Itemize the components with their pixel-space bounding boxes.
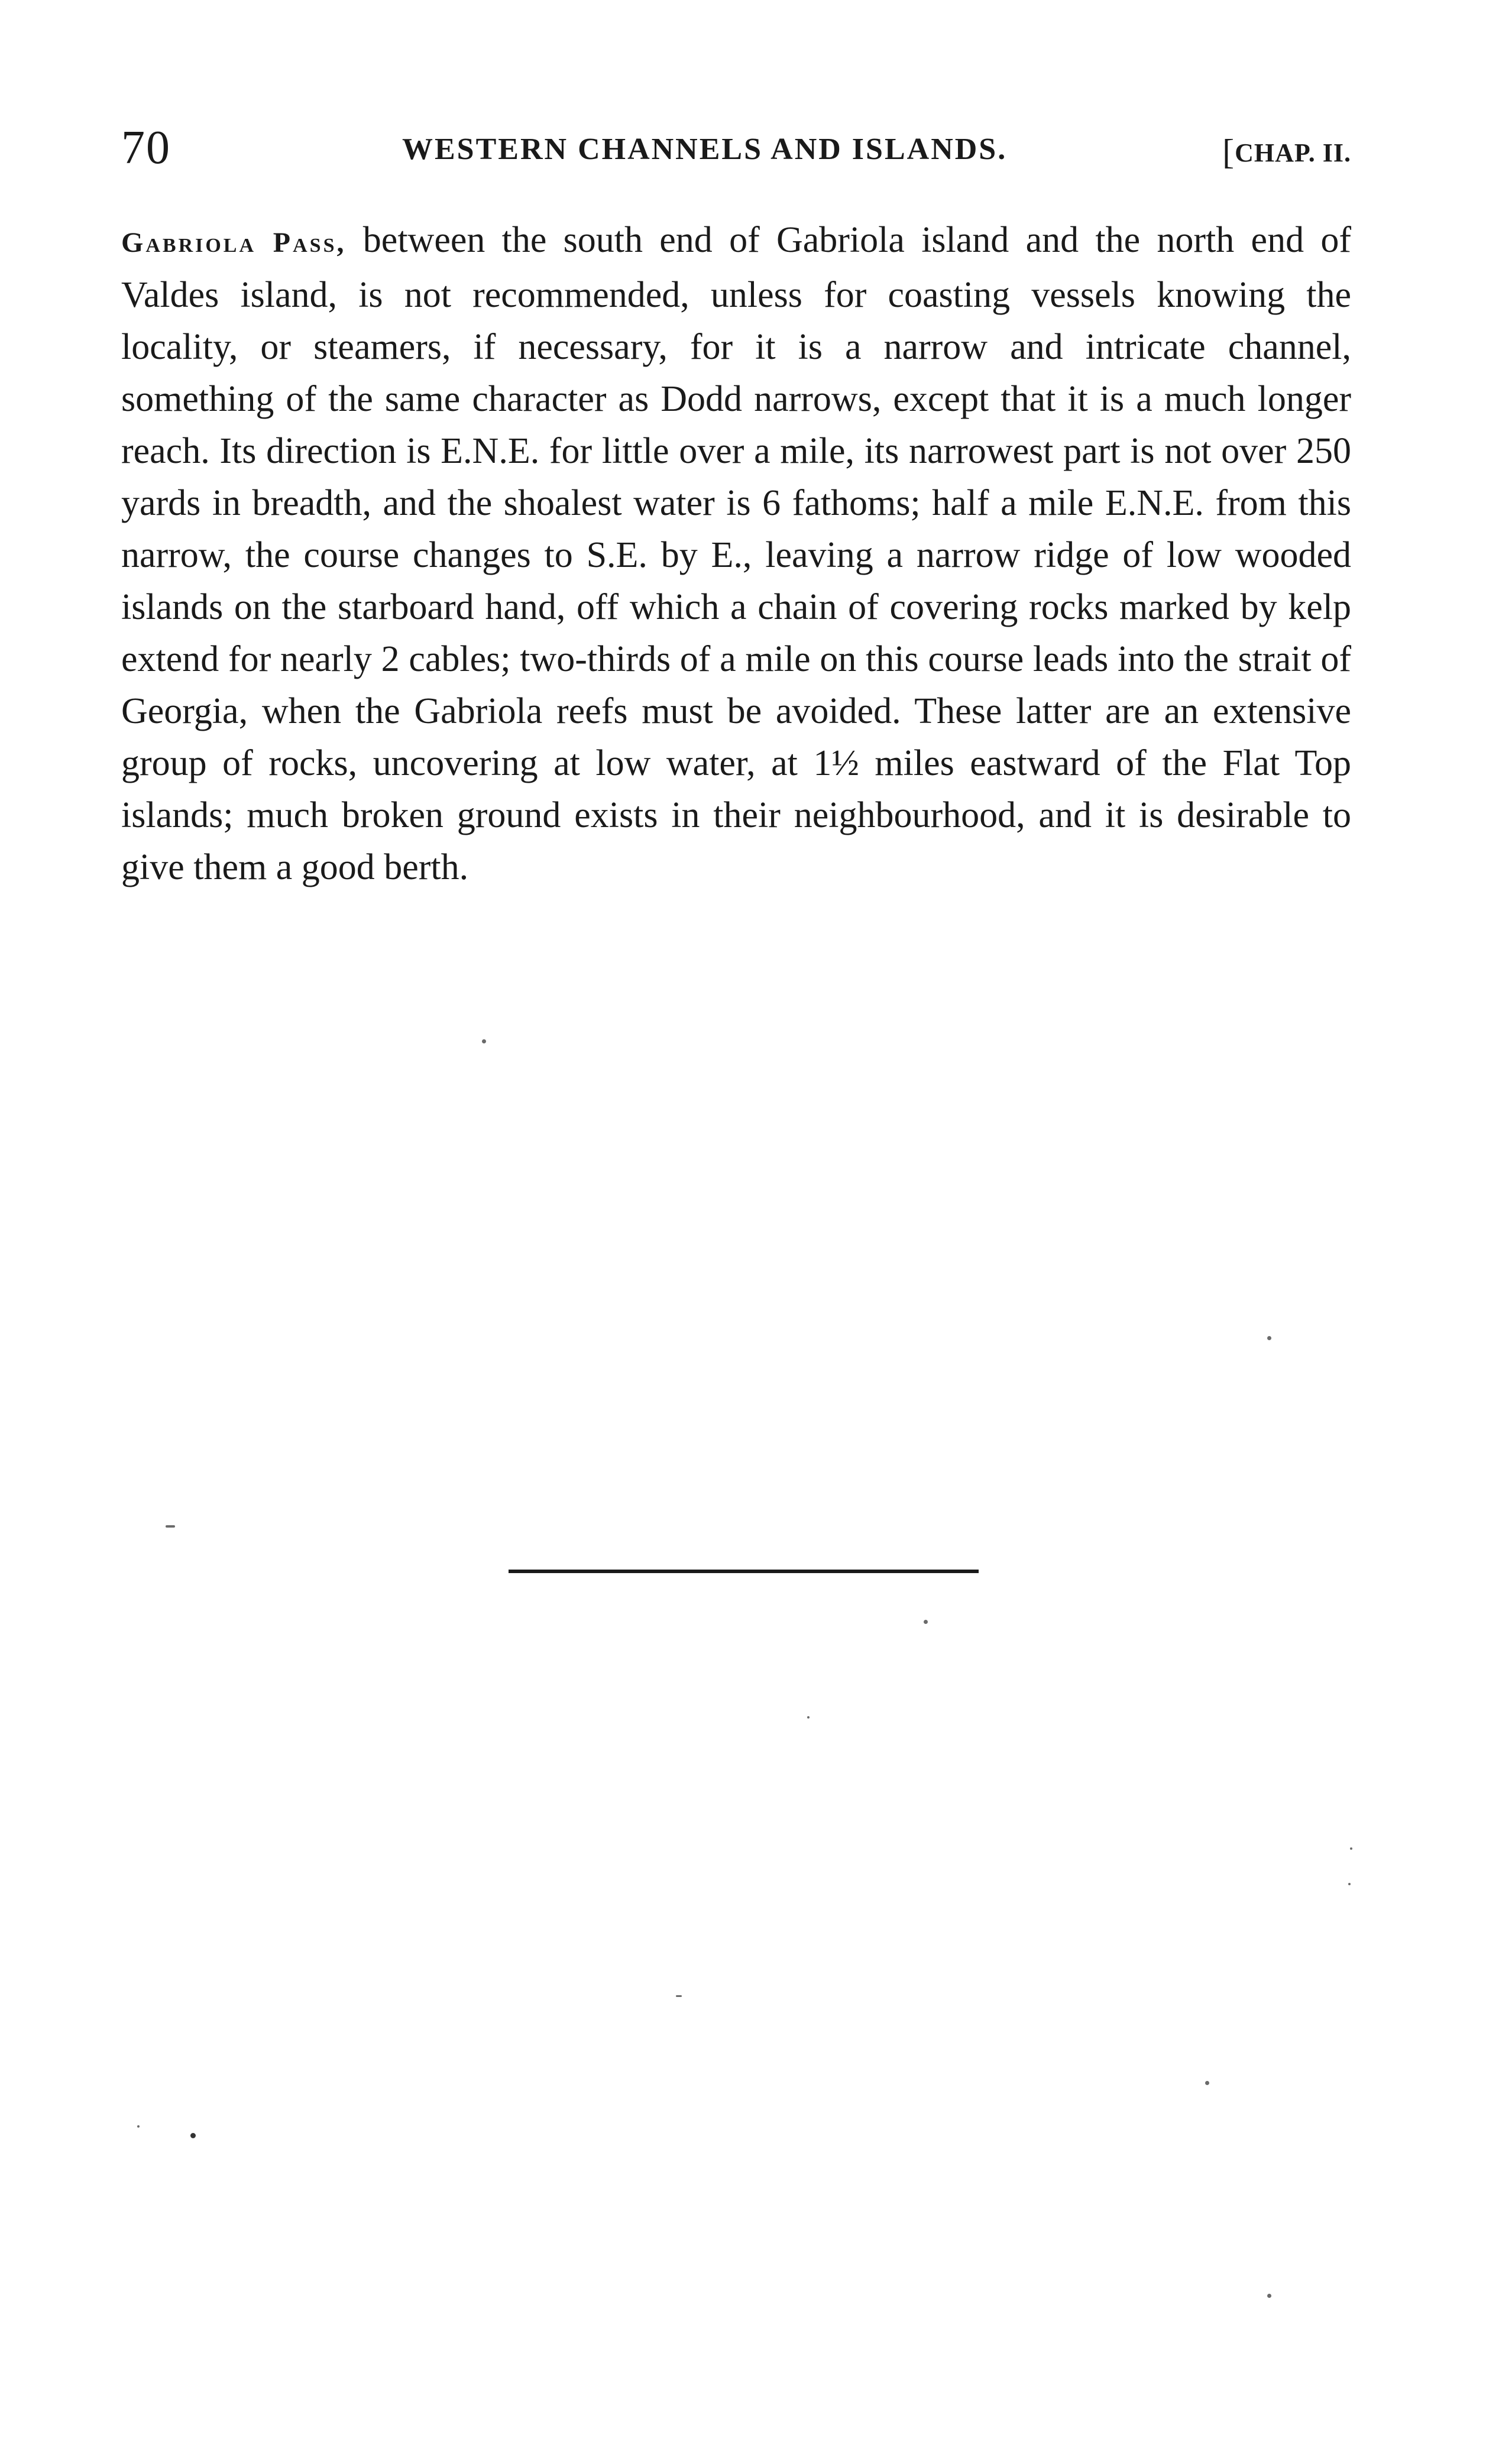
scan-speck xyxy=(1348,1883,1351,1885)
bracket-glyph: [ xyxy=(1222,132,1235,171)
chapter-reference xyxy=(1222,134,1351,171)
scan-speck xyxy=(807,1716,810,1719)
page-number: 70 xyxy=(121,122,171,174)
scan-speck xyxy=(676,1995,682,1997)
paragraph-lead-in: Gabriola Pass, xyxy=(121,227,347,258)
scan-speck xyxy=(1267,2294,1271,2298)
scan-speck xyxy=(1267,1336,1271,1340)
section-end-rule xyxy=(509,1570,979,1573)
chapter-reference-text: CHAP. II. xyxy=(1235,138,1351,167)
scan-speck xyxy=(166,1525,175,1528)
scan-speck xyxy=(482,1039,486,1043)
running-title: WESTERN CHANNELS AND ISLANDS. xyxy=(402,132,1008,166)
scan-speck xyxy=(924,1620,928,1624)
scan-speck xyxy=(137,2125,140,2128)
running-head xyxy=(121,121,1351,174)
body-paragraph xyxy=(121,214,1351,893)
scan-speck xyxy=(1350,1847,1352,1850)
paragraph-text: between the south end of Gabriola island and the north end of Valdes island, is not recommended, unless for coasting vessels knowing the locality, or steamers, if necessary, for it is a narrow and intricate channel, something of the same character as Dodd narrows, except that it is a much longer reach. Its direction is E.N.E. for little over a mile, its narrowest part is not over 250 yards in breadth, and the shoalest water is 6 fathoms; half a mile E.N.E. from this narrow, the course changes to S.E. by E., leaving a narrow ridge of low wooded islands on the starboard hand, off which a chain of covering rocks marked by kelp extend for nearly 2 cables; two-thirds of a mile on this course leads into the strait of Georgia, when the Gabriola reefs must be avoided. These latter are an extensive group of rocks, uncovering at low water, at 1½ miles eastward of the Flat Top islands; much broken ground exists in their neighbourhood, and it is desirable to give them a good berth. xyxy=(121,220,1352,887)
scan-speck xyxy=(1205,2081,1209,2085)
scan-speck xyxy=(190,2133,196,2138)
